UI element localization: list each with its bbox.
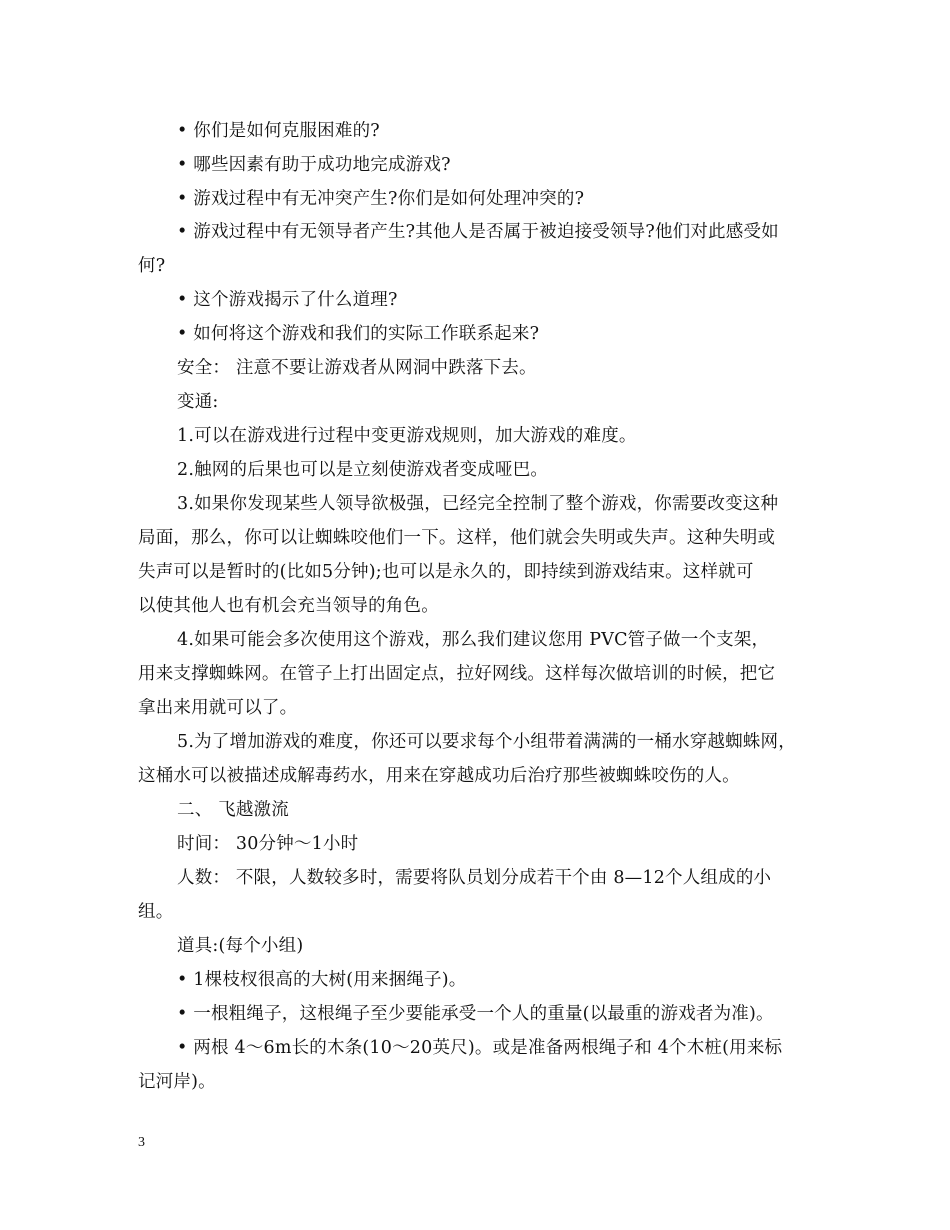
- page-number: 3: [138, 1135, 145, 1150]
- text-line: 2.触网的后果也可以是立刻使游戏者变成哑巴。: [177, 460, 549, 480]
- text-line: 道具:(每个小组): [177, 936, 304, 956]
- text-line: 1.可以在游戏进行过程中变更游戏规则，加大游戏的难度。: [177, 426, 637, 446]
- text-line: • 哪些因素有助于成功地完成游戏?: [177, 155, 451, 175]
- text-line: 时间： 30分钟～1小时: [177, 834, 359, 854]
- text-line: • 游戏过程中有无冲突产生?你们是如何处理冲突的?: [177, 189, 585, 209]
- section-heading: 二、 飞越激流: [177, 800, 289, 820]
- text-line: • 如何将这个游戏和我们的实际工作联系起来?: [177, 324, 540, 344]
- text-line: 这桶水可以被描述成解毒药水，用来在穿越成功后治疗那些被蜘蛛咬伤的人。: [138, 766, 740, 786]
- text-line: 5.为了增加游戏的难度，你还可以要求每个小组带着满满的一桶水穿越蜘蛛网，: [177, 732, 796, 752]
- text-line: • 1棵枝杈很高的大树(用来捆绳子)。: [177, 970, 467, 990]
- text-line: • 游戏过程中有无领导者产生?其他人是否属于被迫接受领导?他们对此感受如: [177, 222, 779, 242]
- text-line: 用来支撑蜘蛛网。在管子上打出固定点，拉好网线。这样每次做培训的时候，把它: [138, 664, 776, 684]
- text-line: • 一根粗绳子，这根绳子至少要能承受一个人的重量(以最重的游戏者为准)。: [177, 1004, 774, 1024]
- text-line: • 你们是如何克服困难的?: [177, 121, 380, 141]
- text-line: 组。: [138, 902, 174, 922]
- text-line: 记河岸)。: [138, 1072, 216, 1092]
- text-line: 人数： 不限，人数较多时，需要将队员划分成若干个由 8—12个人组成的小: [177, 868, 772, 888]
- text-line: 4.如果可能会多次使用这个游戏，那么我们建议您用 PVC管子做一个支架，: [177, 630, 770, 650]
- text-line: 3.如果你发现某些人领导欲极强，已经完全控制了整个游戏，你需要改变这种: [177, 494, 779, 514]
- text-line: 安全： 注意不要让游戏者从网洞中跌落下去。: [177, 358, 537, 378]
- text-line: 何?: [138, 256, 166, 276]
- text-line: 失声可以是暂时的(比如5分钟);也可以是永久的，即持续到游戏结束。这样就可: [138, 562, 754, 582]
- text-line: 以使其他人也有机会充当领导的角色。: [138, 596, 439, 616]
- text-line: 局面，那么，你可以让蜘蛛咬他们一下。这样，他们就会失明或失声。这种失明或: [138, 528, 776, 548]
- text-line: • 两根 4～6m长的木条(10～20英尺)。或是准备两根绳子和 4个木桩(用来标: [177, 1038, 783, 1058]
- text-line: 拿出来用就可以了。: [138, 698, 298, 718]
- text-line: • 这个游戏揭示了什么道理?: [177, 290, 398, 310]
- text-line: 变通:: [177, 392, 219, 412]
